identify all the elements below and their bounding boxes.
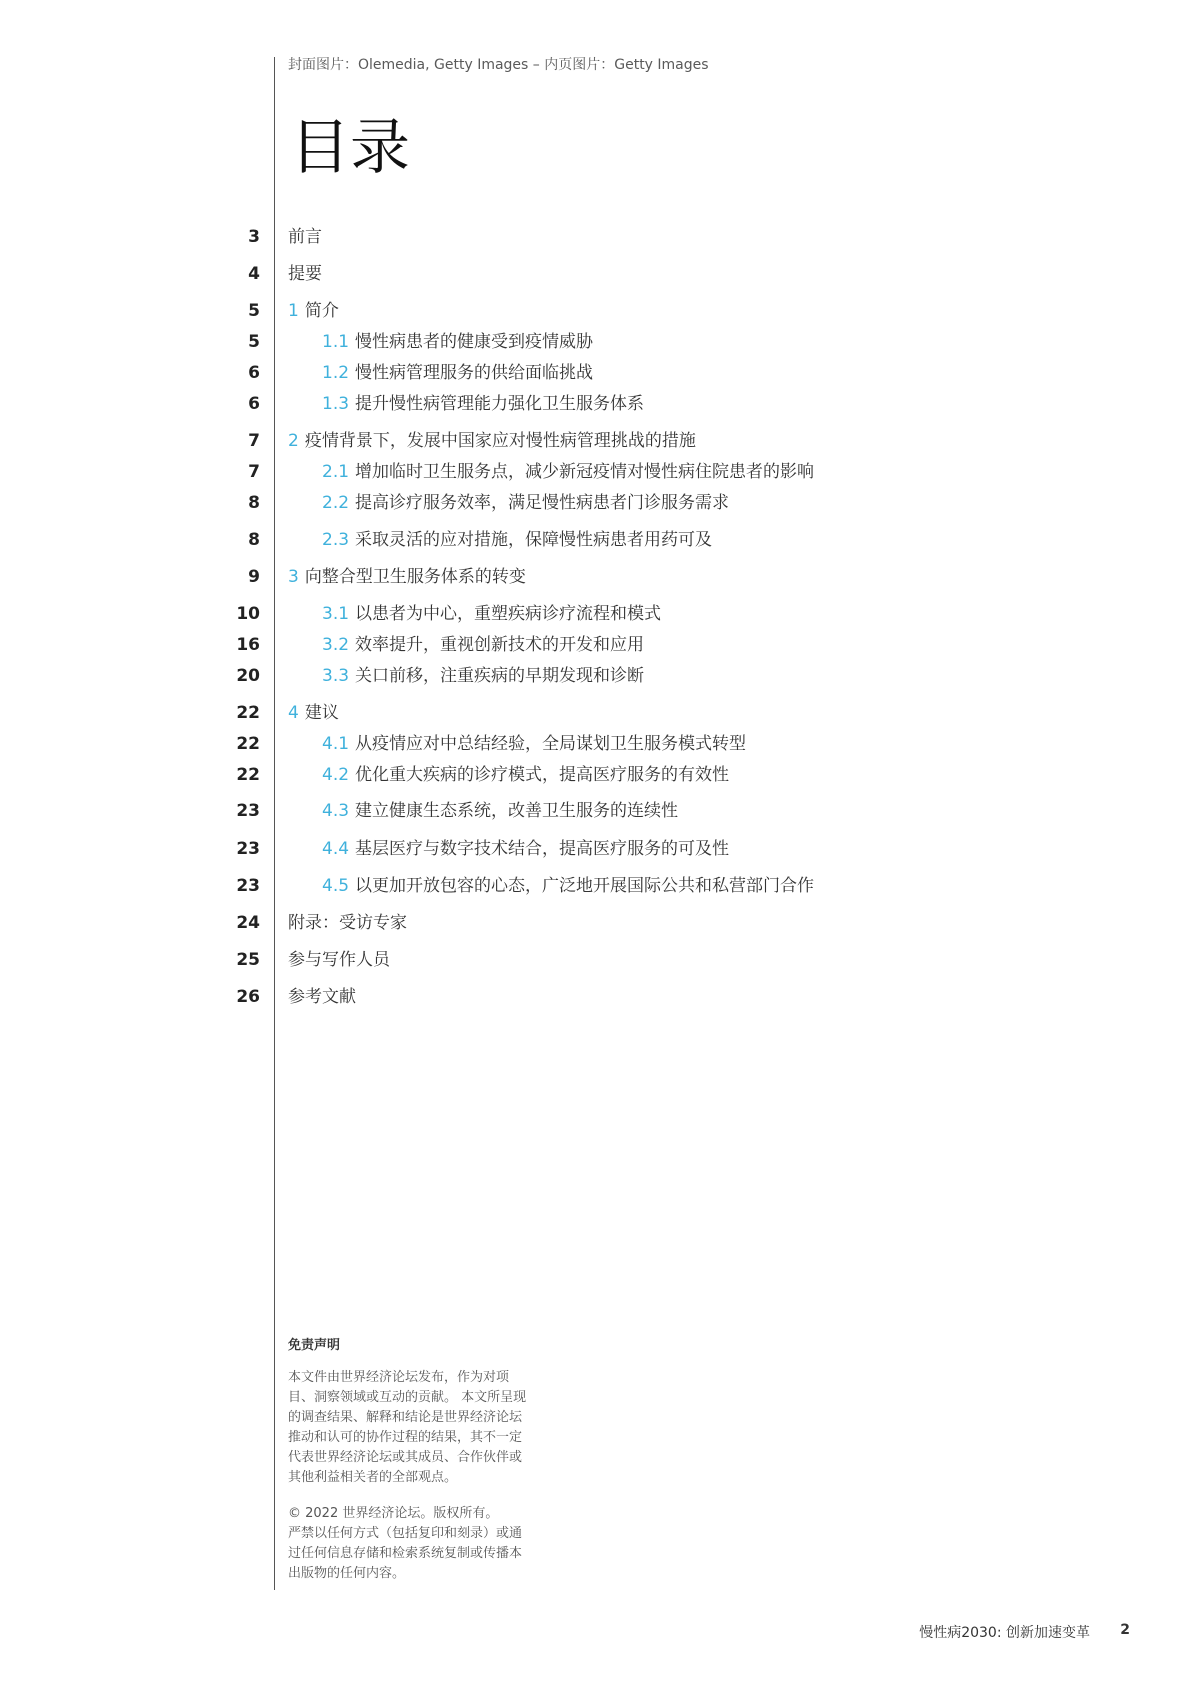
toc-entry-text [322,329,593,355]
toc-entry-label: 前言 [288,227,322,247]
toc-entry-label: 疫情背景下，发展中国家应对慢性病管理挑战的措施 [304,431,696,451]
toc-page-number: 4 [248,264,260,284]
toc-section-number: 4.4 [322,839,350,859]
toc-entry-text [322,798,678,824]
toc-entry-text [288,564,526,590]
toc-entry-text [322,391,644,417]
toc-page-number: 10 [236,604,260,624]
toc-entry-label: 以更加开放包容的心态，广泛地开展国际公共和私营部门合作 [355,876,815,896]
toc-entry-text [288,298,339,324]
toc-entry[interactable] [0,459,1190,485]
toc-section-number: 1.1 [322,332,350,352]
toc-entry[interactable] [0,731,1190,757]
toc-entry[interactable] [0,984,1190,1010]
toc-entry[interactable] [0,836,1190,862]
toc-entry[interactable] [0,360,1190,386]
toc-page-number: 3 [248,227,260,247]
toc-entry-text [322,731,746,757]
toc-page-number: 5 [248,332,260,352]
toc-entry-text [322,663,644,689]
toc-page-number: 23 [236,801,260,821]
toc-page-number: 23 [236,839,260,859]
toc-page-number: 24 [236,913,260,933]
toc-section-number: 2.2 [322,493,350,513]
toc-entry-text [322,360,593,386]
toc-entry-text [322,490,729,516]
toc-page-number: 26 [236,987,260,1007]
toc-page-number: 7 [248,431,260,451]
toc-section-number: 4 [288,703,299,723]
toc-page-number: 22 [236,734,260,754]
toc-page-number: 23 [236,876,260,896]
toc-entry[interactable] [0,428,1190,454]
toc-section-number: 1.3 [322,394,350,414]
toc-entry-label: 附录：受访专家 [288,913,407,933]
toc-entry[interactable] [0,798,1190,824]
toc-section-number: 1 [288,301,299,321]
toc-entry-label: 基层医疗与数字技术结合，提高医疗服务的可及性 [355,839,730,859]
toc-section-number: 4.2 [322,765,350,785]
toc-entry-label: 从疫情应对中总结经验，全局谋划卫生服务模式转型 [355,734,747,754]
toc-entry[interactable] [0,947,1190,973]
toc-entry[interactable] [0,601,1190,627]
toc-section-number: 3.1 [322,604,350,624]
toc-entry[interactable] [0,391,1190,417]
toc-page-number: 5 [248,301,260,321]
toc-section-number: 3.2 [322,635,350,655]
toc-entry-text [288,947,390,973]
toc-section-number: 3.3 [322,666,350,686]
toc-section-number: 2.1 [322,462,350,482]
toc-entry-label: 采取灵活的应对措施，保障慢性病患者用药可及 [355,530,713,550]
toc-entry[interactable] [0,298,1190,324]
toc-entry-label: 慢性病患者的健康受到疫情威胁 [355,332,594,352]
toc-entry-label: 建立健康生态系统，改善卫生服务的连续性 [355,801,679,821]
footer-page-number: 2 [1120,1622,1130,1638]
toc-entry[interactable] [0,873,1190,899]
toc-entry[interactable] [0,329,1190,355]
toc-section-number: 4.3 [322,801,350,821]
toc-entry[interactable] [0,261,1190,287]
toc-page-number: 7 [248,462,260,482]
toc-entry-label: 关口前移，注重疾病的早期发现和诊断 [355,666,645,686]
toc-entry-label: 效率提升，重视创新技术的开发和应用 [355,635,645,655]
toc-entry[interactable] [0,632,1190,658]
toc-entry[interactable] [0,490,1190,516]
toc-section-number: 2 [288,431,299,451]
toc-entry-text [288,224,322,250]
toc-entry-text [288,700,339,726]
toc-entry[interactable] [0,224,1190,250]
toc-section-number: 4.5 [322,876,350,896]
toc-entry-text [322,601,661,627]
toc-section-number: 4.1 [322,734,350,754]
toc-entry-text [288,428,696,454]
toc-entry-label: 提要 [288,264,322,284]
toc-entry-label: 提升慢性病管理能力强化卫生服务体系 [355,394,645,414]
toc-entry-text [288,910,407,936]
toc-entry-label: 优化重大疾病的诊疗模式，提高医疗服务的有效性 [355,765,730,785]
toc-entry-label: 以患者为中心，重塑疾病诊疗流程和模式 [355,604,662,624]
toc-section-number: 1.2 [322,363,350,383]
toc-entry-label: 参考文献 [288,987,356,1007]
toc-page-number: 20 [236,666,260,686]
toc-entry[interactable] [0,910,1190,936]
toc-page-number: 8 [248,493,260,513]
toc-entry[interactable] [0,700,1190,726]
toc-page-number: 16 [236,635,260,655]
page-title: 目录 [290,113,410,183]
toc-entry-text [288,261,322,287]
toc-entry[interactable] [0,762,1190,788]
toc-entry-label: 向整合型卫生服务体系的转变 [304,567,526,587]
toc-entry-text [322,873,814,899]
toc-entry-text [322,762,729,788]
toc-entry-label: 提高诊疗服务效率，满足慢性病患者门诊服务需求 [355,493,730,513]
toc-entry-text [322,632,644,658]
toc-entry-label: 参与写作人员 [288,950,390,970]
toc-entry-text [322,527,712,553]
toc-section-number: 2.3 [322,530,350,550]
toc-page-number: 22 [236,703,260,723]
toc-entry-label: 建议 [304,703,339,723]
toc-section-number: 3 [288,567,299,587]
toc-page-number: 22 [236,765,260,785]
footer-title: 慢性病2030: 创新加速变革 [919,1625,1090,1641]
toc-page-number: 9 [248,567,260,587]
toc-entry-label: 简介 [304,301,339,321]
image-credit: 封面图片：Olemedia, Getty Images – 内页图片：Getty Images [288,57,709,73]
toc-entry-text [288,984,356,1010]
disclaimer-paragraph: 本文件由世界经济论坛发布，作为对项 目、洞察领域或互动的贡献。 本文所呈现 的调查结果、解释和结论是世界经济论坛 推动和认可的协作过程的结果，其不一定 代表世界经济论坛或其成员、合作伙伴或 其他利益相关者的全部观点。 [288,1370,527,1485]
toc-entry-label: 慢性病管理服务的供给面临挑战 [355,363,594,383]
toc-entry[interactable] [0,564,1190,590]
toc-entry-label: 增加临时卫生服务点，减少新冠疫情对慢性病住院患者的影响 [355,462,815,482]
toc-page-number: 6 [248,363,260,383]
toc-page-number: 8 [248,530,260,550]
toc-page-number: 25 [236,950,260,970]
disclaimer [288,1336,578,1600]
toc-entry[interactable] [0,527,1190,553]
toc-entry-text [322,836,729,862]
toc-page-number: 6 [248,394,260,414]
toc-entry-text [322,459,814,485]
disclaimer-heading: 免责声明 [288,1338,341,1353]
copyright-paragraph: © 2022 世界经济论坛。版权所有。 严禁以任何方式（包括复印和刻录）或通 过任何信息存储和检索系统复制或传播本 出版物的任何内容。 [288,1506,523,1581]
toc-entry[interactable] [0,663,1190,689]
